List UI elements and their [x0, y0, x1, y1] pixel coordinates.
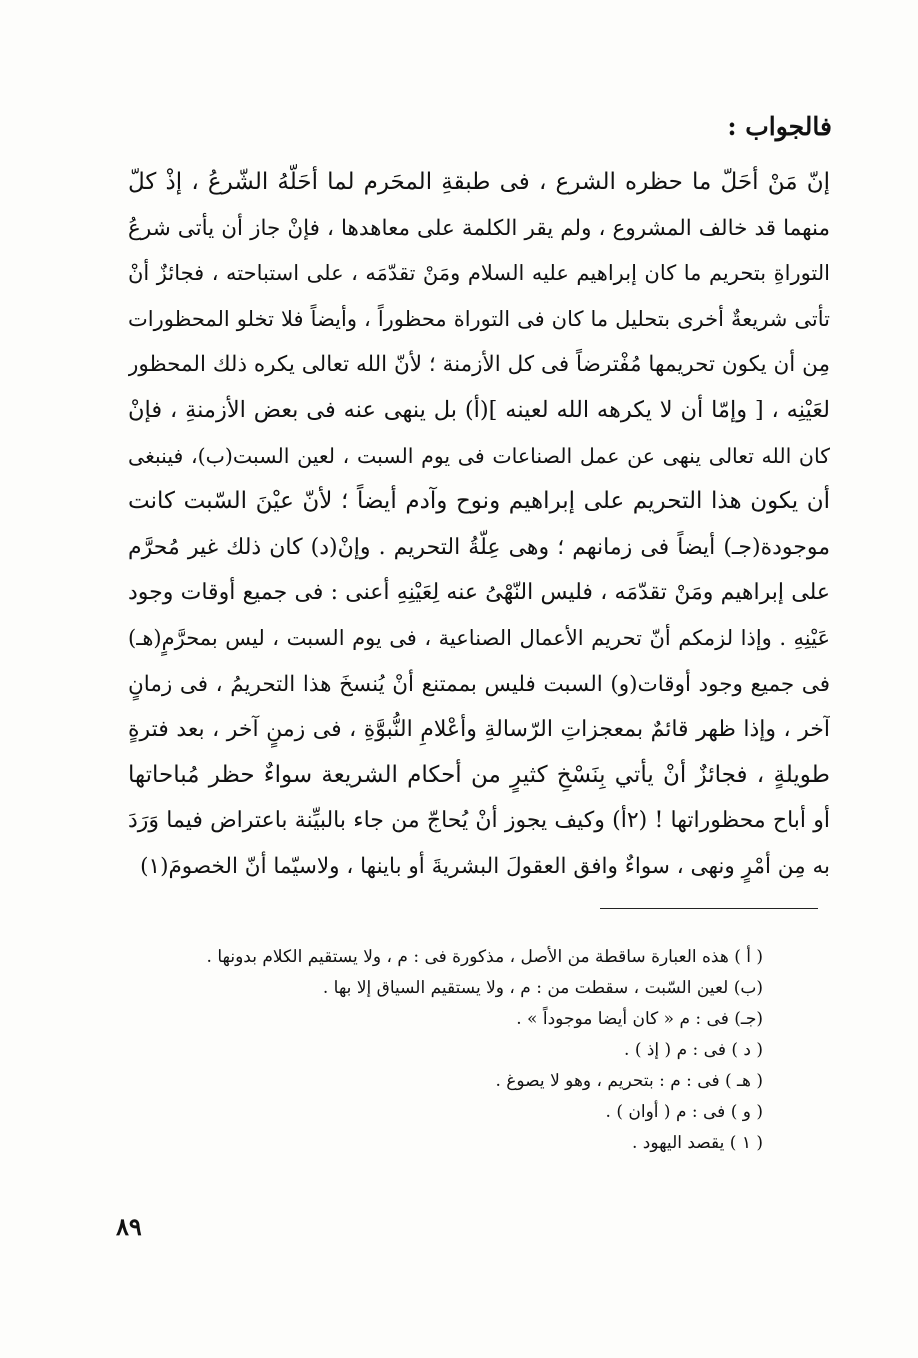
footnote: ( ١ ) يقصد اليهود .: [631, 1133, 763, 1153]
body-line: كان الله تعالى ينهى عن عمل الصناعات فى يوم السبت ، لعين السبت(ب)، فينبغى: [128, 443, 830, 468]
body-line: به مِن أمْرٍ ونهى ، سواءٌ وافق العقولَ البشريةَ أو باينها ، ولاسيّما أنّ الخصومَ(١): [140, 853, 830, 879]
footnote-separator: [600, 908, 818, 909]
body-line: طويلةٍ ، فجائزٌ أنْ يأتي بِنَسْخِ كثيرٍ من أحكام الشريعة سواءٌ حظر مُباحاتها: [128, 761, 830, 788]
footnote: ( و ) فى : م ( أوان ) .: [605, 1102, 763, 1122]
body-paragraph: [128, 160, 830, 890]
page-number: ٨٩: [116, 1212, 142, 1241]
body-line: فى جميع وجود أوقات(و) السبت فليس بممتنع أنْ يُنسخَ هذا التحريمُ ، فى زمانٍ: [128, 671, 830, 697]
body-line: عَيْنِهِ . وإذا لزمكم أنّ تحريم الأعمال الصناعية ، فى يوم السبت ، ليس بمحرَّمٍ(هـ): [128, 625, 830, 650]
footnote: (جـ) فى : م « كان أيضا موجوداً » .: [516, 1009, 763, 1029]
footnote: ( أ ) هذه العبارة ساقطة من الأصل ، مذكورة فى : م ، ولا يستقيم الكلام بدونها .: [206, 947, 763, 967]
footnote: (ب) لعين السّبت ، سقطت من : م ، ولا يستقيم السياق إلا بها .: [322, 978, 763, 998]
body-line: موجودة(جـ) أيضاً فى زمانهم ؛ وهى عِلّةُ التحريم . وإنْ(د) كان ذلك غير مُحرَّم: [128, 534, 830, 560]
body-line: إنّ مَنْ أحَلّ ما حظره الشرع ، فى طبقةِ المحَرم لما أحَلّهُ الشّرعُ ، إذْ كلّ: [128, 169, 830, 195]
body-line: آخر ، وإذا ظهر قائمٌ بمعجزاتِ الرّسالةِ وأعْلامِ النُّبوَّةِ ، فى زمنٍ آخر ، بعد فترةٍ: [128, 717, 830, 743]
section-heading: فالجواب :: [727, 112, 832, 141]
body-line: على إبراهيم ومَنْ تقدّمَه ، فليس النّهْىُ عنه لِعَيْنِهِ أعنى : فى جميع أوقات وجود: [128, 580, 830, 606]
footnotes: [123, 942, 763, 1159]
footnote: ( هـ ) فى : م : بتحريم ، وهو لا يصوغ .: [495, 1071, 763, 1091]
body-line: أن يكون هذا التحريم على إبراهيم ونوح وآدم أيضاً ؛ لأنّ عيْنَ السّبت كانت: [128, 488, 830, 515]
body-line: أو أباح محظوراتها ! (٢أ) وكيف يجوز أنْ يُحاجّ من جاء بالبيِّنة باعتراض فيما وَرَدَ: [128, 808, 830, 834]
body-line: مِن أن يكون تحريمها مُفْترضاً فى كل الأزمنة ؛ لأنّ الله تعالى يكره ذلك المحظور: [128, 352, 830, 378]
body-line: منهما قد خالف المشروع ، ولم يقر الكلمة على معاهدها ، فإنْ جاز أن يأتى شرعُ: [128, 215, 830, 241]
body-line: تأتى شريعةٌ أخرى بتحليل ما كان فى التوراة محظوراً ، وأيضاً فلا تخلو المحظورات: [128, 306, 830, 331]
footnote: ( د ) فى : م ( إذ ) .: [624, 1040, 763, 1060]
body-line: التوراةِ بتحريم ما كان إبراهيم عليه السلام ومَنْ تقدّمَه ، على استباحته ، فجائزٌ أنْ: [128, 261, 830, 286]
body-line: لعَيْنِه ، [ وإمّا أن لا يكرهه الله لعينه ](أ) بل ينهى عنه فى بعض الأزمنةِ ، فإنْ: [128, 396, 830, 423]
